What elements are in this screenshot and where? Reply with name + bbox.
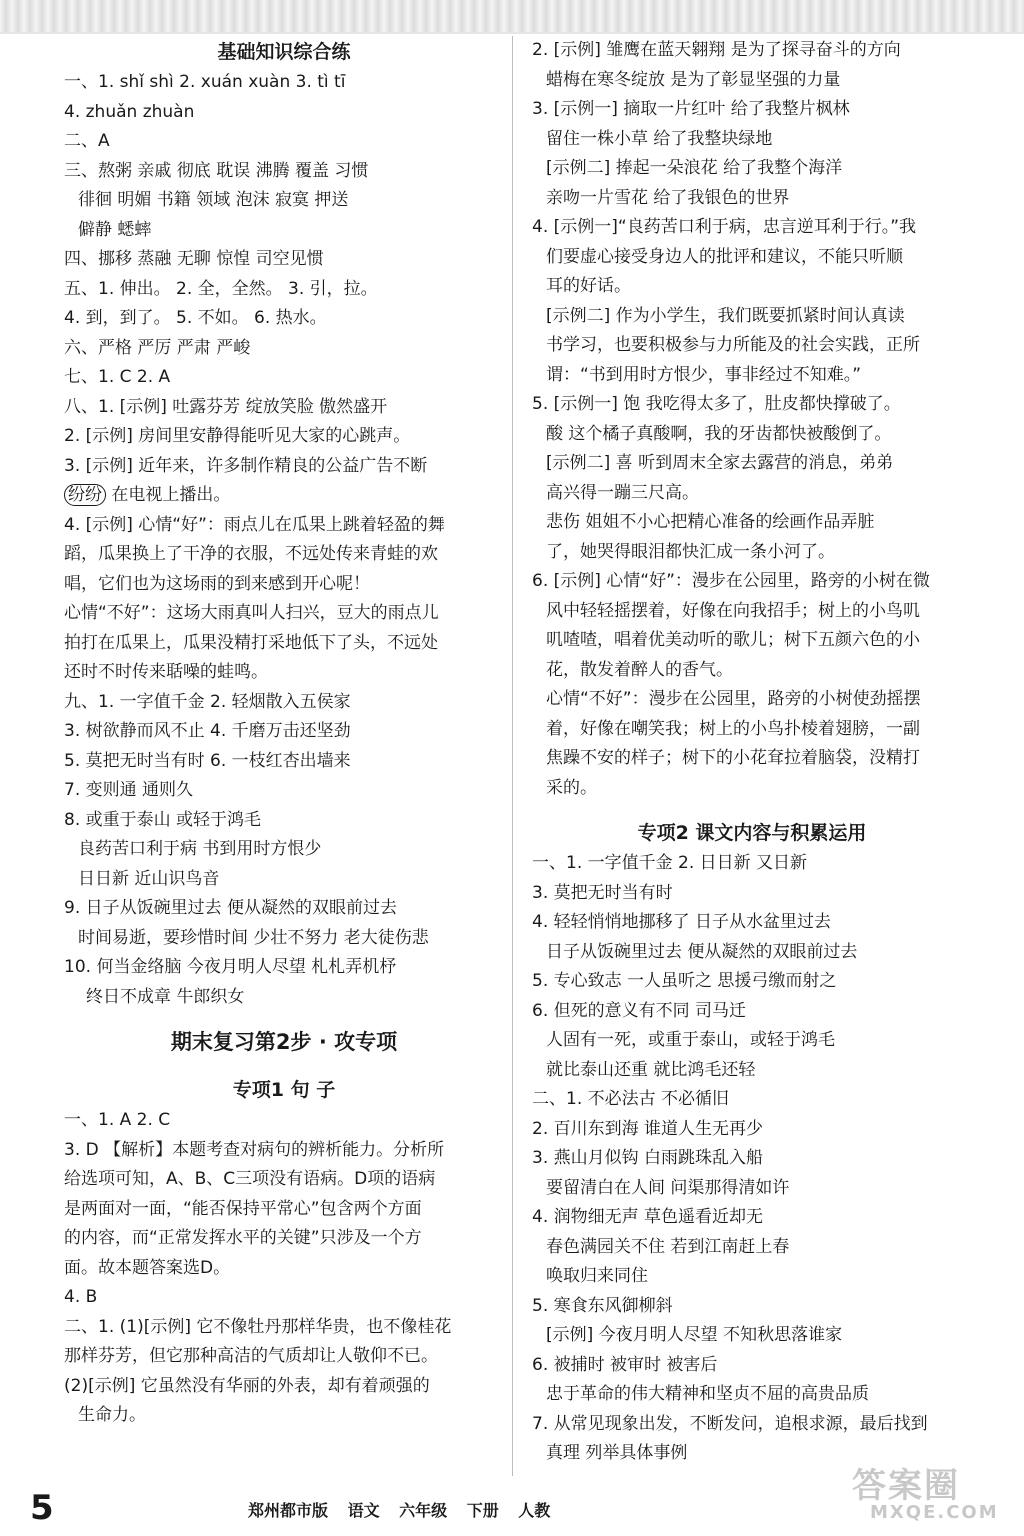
answer-line: 僻静 蟋蟀	[78, 219, 152, 240]
answer-line: 六、严格 严厉 严肃 严峻	[64, 337, 251, 358]
answer-line: 2. [示例] 房间里安静得能听见大家的心跳声。	[64, 426, 411, 446]
answer-line: 着，好像在嘲笑我；树上的小鸟扑棱着翅膀，一副	[546, 718, 920, 739]
answer-line: 10. 何当金络脑 今夜月明人尽望 札札弄机杼	[64, 957, 397, 977]
answer-line: 3. D 【解析】本题考查对病句的辨析能力。分析所	[64, 1139, 445, 1160]
answer-line: 日日新 近山识鸟音	[78, 868, 220, 889]
answer-line: 二、1. 不必法古 不必循旧	[532, 1089, 730, 1109]
answer-line: 酸 这个橘子真酸啊，我的牙齿都快被酸倒了。	[546, 423, 892, 444]
answer-line: 8. 或重于泰山 或轻于鸿毛	[64, 809, 262, 830]
answer-line: 五、1. 伸出。 2. 全，全然。 3. 引，拉。	[64, 278, 378, 299]
answer-line: [示例二] 捧起一朵浪花 给了我整个海洋	[546, 158, 843, 178]
answer-line: 心情“不好”：这场大雨真叫人扫兴，豆大的雨点儿	[64, 603, 439, 623]
answer-line: 七、1. C 2. A	[64, 367, 171, 387]
answer-line: 终日不成章 牛郎织女	[86, 986, 245, 1007]
top-decorative-band	[0, 0, 1024, 34]
answer-line: 二、1. (1)[示例] 它不像牡丹那样华贵，也不像桂花	[64, 1316, 452, 1337]
answer-line: 纷纷 在电视上播出。	[64, 481, 504, 511]
right-column	[532, 36, 972, 1469]
answer-line: [示例] 今夜月明人尽望 不知秋思落谁家	[546, 1325, 843, 1345]
answer-line: 唤取归来同住	[546, 1266, 648, 1286]
answer-line: 4. 轻轻悄悄地挪移了 日子从水盆里过去	[532, 912, 832, 932]
answer-line: 蜡梅在寒冬绽放 是为了彰显坚强的力量	[546, 69, 841, 90]
answer-line: 5. 莫把无时当有时 6. 一枝红杏出墙来	[64, 750, 351, 771]
answer-line: 忠于革命的伟大精神和坚贞不屈的高贵品质	[546, 1384, 869, 1404]
answer-line: [示例二] 作为小学生，我们既要抓紧时间认真读	[546, 305, 905, 326]
circled-word: 纷纷	[64, 484, 106, 506]
answer-line: 是两面对一面，“能否保持平常心”包含两个方面	[64, 1198, 422, 1219]
answer-line: 采的。	[546, 777, 597, 798]
answer-line: 心情“不好”：漫步在公园里，路旁的小树使劲摇摆	[546, 689, 921, 709]
page-number: 5	[30, 1488, 54, 1528]
answer-line: 人固有一死，或重于泰山，或轻于鸿毛	[546, 1030, 835, 1050]
answer-line: 要留清白在人间 问渠那得清如许	[546, 1177, 790, 1198]
answer-line: 一、1. 一字值千金 2. 日日新 又日新	[532, 853, 808, 873]
answer-line: 焦躁不安的样子；树下的小花耷拉着脑袋，没精打	[546, 748, 920, 768]
answer-line: 花，散发着醉人的香气。	[546, 659, 733, 680]
answer-line: 时间易逝，要珍惜时间 少壮不努力 老大徒伤悲	[78, 927, 429, 948]
answer-line: 6. 但死的意义有不同 司马迁	[532, 1000, 747, 1021]
answer-line: 那样芬芳，但它那种高洁的气质却让人敬仰不已。	[64, 1346, 438, 1366]
answer-line: 2. 百川东到海 谁道人生无再少	[532, 1118, 764, 1139]
answer-line: 真理 列举具体事例	[546, 1443, 688, 1463]
answer-line: 5. [示例一] 饱 我吃得太多了，肚皮都快撑破了。	[532, 394, 901, 414]
answer-line: 2. [示例] 雏鹰在蓝天翱翔 是为了探寻奋斗的方向	[532, 40, 901, 60]
answer-line: 二、A	[64, 131, 110, 151]
answer-line: [示例二] 喜 听到周末全家去露营的消息，弟弟	[546, 453, 894, 473]
answer-line: 徘徊 明媚 书籍 领域 泡沫 寂寞 押送	[78, 190, 349, 210]
answer-line: 八、1. [示例] 吐露芬芳 绽放笑脸 傲然盛开	[64, 396, 388, 417]
answer-line: 春色满园关不住 若到江南赶上春	[546, 1236, 790, 1257]
answer-line: 6. 被捕时 被审时 被害后	[532, 1354, 718, 1375]
answer-line: 3. 燕山月似钩 白雨跳珠乱入船	[532, 1148, 764, 1168]
watermark-url: MXQE.COM	[870, 1502, 999, 1523]
answer-line: 悲伤 姐姐不小心把精心准备的绘画作品弄脏	[546, 512, 875, 532]
answer-line: 3. [示例一] 摘取一片红叶 给了我整片枫林	[532, 99, 850, 119]
answer-line: 的内容，而“正常发挥水平的关键”只涉及一个方	[64, 1228, 422, 1248]
column-divider	[512, 36, 513, 1476]
section-heading: 专项2 课文内容与积累运用	[637, 822, 867, 844]
answer-line: 5. 寒食东风御柳斜	[532, 1295, 673, 1316]
answer-line: 良药苦口利于病 书到用时方恨少	[78, 839, 322, 859]
answer-line: 耳的好话。	[546, 276, 631, 296]
answer-line: 9. 日子从饭碗里过去 便从凝然的双眼前过去	[64, 898, 398, 918]
answer-line: 拍打在瓜果上，瓜果没精打采地低下了头，不远处	[64, 632, 438, 653]
answer-line: 就比泰山还重 就比鸿毛还轻	[546, 1059, 756, 1080]
answer-line: 日子从饭碗里过去 便从凝然的双眼前过去	[546, 941, 858, 962]
watermark-text: 答案圈	[852, 1466, 960, 1506]
section-heading: 基础知识综合练	[217, 41, 351, 63]
answer-line: 高兴得一蹦三尺高。	[546, 482, 699, 503]
answer-line: 了，她哭得眼泪都快汇成一条小河了。	[546, 541, 835, 562]
answer-line: 4. 到，到了。 5. 不如。 6. 热水。	[64, 308, 327, 328]
answer-line: 面。故本题答案选D。	[64, 1257, 231, 1278]
answer-line: 4. [示例一]“良药苦口利于病，忠言逆耳利于行。”我	[532, 217, 917, 237]
answer-line: (2)[示例] 它虽然没有华丽的外表，却有着顽强的	[64, 1375, 430, 1396]
answer-line: 叽喳喳，唱着优美动听的歌儿；树下五颜六色的小	[546, 630, 920, 650]
answer-line: 一、1. shǐ shì 2. xuán xuàn 3. tì tī	[64, 72, 346, 92]
section-heading: 专项1 句 子	[232, 1079, 336, 1101]
answer-line: 谓：“书到用时方恨少，事非经过不知难。”	[546, 364, 862, 385]
answer-line: 7. 变则通 通则久	[64, 780, 194, 800]
answer-line: 四、挪移 蒸融 无聊 惊惶 司空见惯	[64, 249, 324, 269]
answer-line: 们要虚心接受身边人的批评和建议，不能只听顺	[546, 246, 903, 267]
answer-line: 一、1. A 2. C	[64, 1110, 171, 1130]
footer-edition-info: 郑州都市版 语文 六年级 下册 人教	[248, 1501, 551, 1520]
answer-line: 蹈，瓜果换上了干净的衣服，不远处传来青蛙的欢	[64, 544, 438, 564]
answer-line: 5. 专心致志 一人虽听之 思援弓缴而射之	[532, 971, 837, 991]
answer-line: 唱，它们也为这场雨的到来感到开心呢！	[64, 573, 370, 594]
answer-line: 4. zhuǎn zhuàn	[64, 101, 195, 122]
answer-line: 3. [示例] 近年来，许多制作精良的公益广告不断	[64, 455, 428, 476]
answer-line: 3. 莫把无时当有时	[532, 882, 673, 903]
answer-line: 4. B	[64, 1287, 98, 1307]
answer-line: 7. 从常见现象出发，不断发问，追根求源，最后找到	[532, 1413, 928, 1434]
answer-line: 九、1. 一字值千金 2. 轻烟散入五侯家	[64, 691, 351, 712]
answer-line: 4. [示例] 心情“好”：雨点儿在瓜果上跳着轻盈的舞	[64, 514, 445, 535]
left-column	[64, 36, 504, 1431]
answer-line: 三、熬粥 亲戚 彻底 耽误 沸腾 覆盖 习惯	[64, 160, 369, 181]
answer-line: 亲吻一片雪花 给了我银色的世界	[546, 187, 790, 208]
answer-line: 留住一株小草 给了我整块绿地	[546, 128, 773, 149]
answer-line: 书学习，也要积极参与力所能及的社会实践，正所	[546, 335, 920, 355]
answer-line: 还时不时传来聒噪的蛙鸣。	[64, 662, 268, 682]
answer-line: 生命力。	[78, 1405, 146, 1425]
answer-line: 6. [示例] 心情“好”：漫步在公园里，路旁的小树在微	[532, 571, 930, 591]
section-heading: 期末复习第2步 · 攻专项	[170, 1030, 398, 1054]
answer-line: 风中轻轻摇摆着，好像在向我招手；树上的小鸟叽	[546, 600, 920, 621]
watermark-logo	[852, 1458, 1002, 1528]
answer-line: 3. 树欲静而风不止 4. 千磨万击还坚劲	[64, 721, 351, 741]
answer-line: 给选项可知，A、B、C三项没有语病。D项的语病	[64, 1169, 436, 1189]
answer-line: 4. 润物细无声 草色遥看近却无	[532, 1207, 764, 1227]
